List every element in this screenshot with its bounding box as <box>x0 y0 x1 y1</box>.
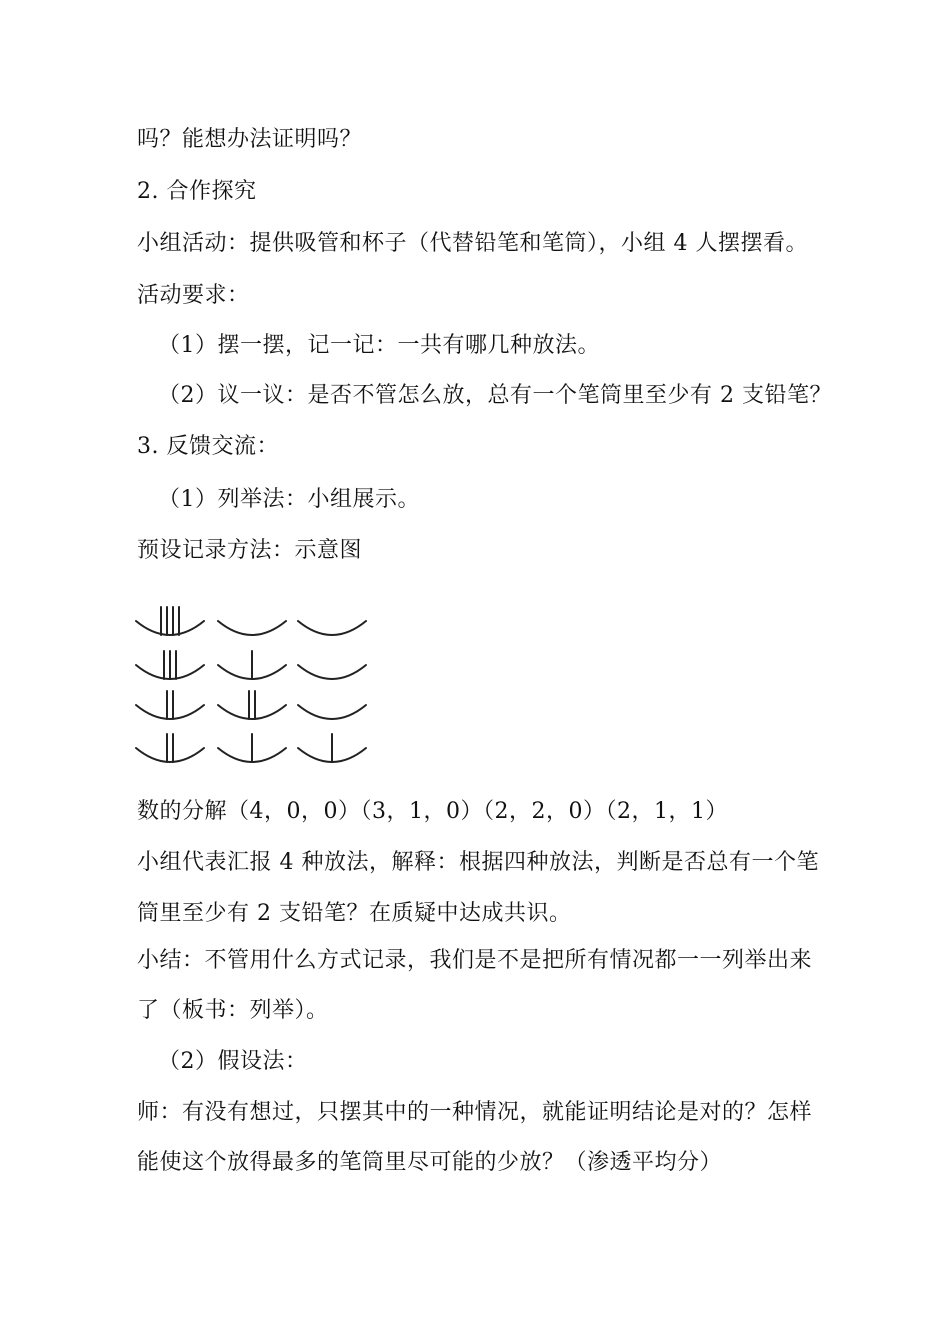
cup-arc <box>298 621 366 635</box>
text-line-report-1: 小组代表汇报 4 种放法，解释：根据四种放法，判断是否总有一个笔 <box>137 850 819 875</box>
text-line-requirement-1: （1）摆一摆，记一记：一共有哪几种放法。 <box>158 333 600 358</box>
text-line-requirement-2: （2）议一议：是否不管怎么放，总有一个笔筒里至少有 2 支铅笔？ <box>158 383 832 408</box>
text-line-enumeration-method: （1）列举法：小组展示。 <box>158 487 420 512</box>
text-line-summary-1: 小结：不管用什么方式记录，我们是不是把所有情况都一一列举出来 <box>137 948 813 973</box>
text-line-teacher-2: 能使这个放得最多的笔筒里尽可能的少放？（渗透平均分） <box>137 1150 723 1175</box>
text-line-summary-2: 了（板书：列举）。 <box>137 998 329 1023</box>
text-line-activity-requirements: 活动要求： <box>137 283 250 308</box>
cup-arc <box>136 621 204 635</box>
pencil-cup-diagram <box>132 597 382 777</box>
cup-arc <box>136 705 204 719</box>
text-line-group-activity: 小组活动：提供吸管和杯子（代替铅笔和笔筒），小组 4 人摆摆看。 <box>137 231 808 256</box>
section-heading-cooperative-inquiry: 2. 合作探究 <box>137 179 257 204</box>
cup-arc <box>218 705 286 719</box>
text-line-assumption-method: （2）假设法： <box>158 1049 308 1074</box>
text-line-number-decomposition: 数的分解（4，0，0）（3，1，0）（2，2，0）（2，1，1） <box>137 799 728 824</box>
cup-arc <box>298 665 366 679</box>
text-line-preset-recording: 预设记录方法：示意图 <box>137 538 363 563</box>
text-line-1: 吗？能想办法证明吗？ <box>137 127 363 152</box>
cup-arc <box>218 621 286 635</box>
cup-arc <box>298 705 366 719</box>
text-line-report-2: 筒里至少有 2 支铅笔？在质疑中达成共识。 <box>137 901 572 926</box>
text-line-teacher-1: 师：有没有想过，只摆其中的一种情况，就能证明结论是对的？怎样 <box>137 1100 813 1125</box>
section-heading-feedback: 3. 反馈交流： <box>137 434 279 459</box>
cup-arc <box>136 748 204 762</box>
